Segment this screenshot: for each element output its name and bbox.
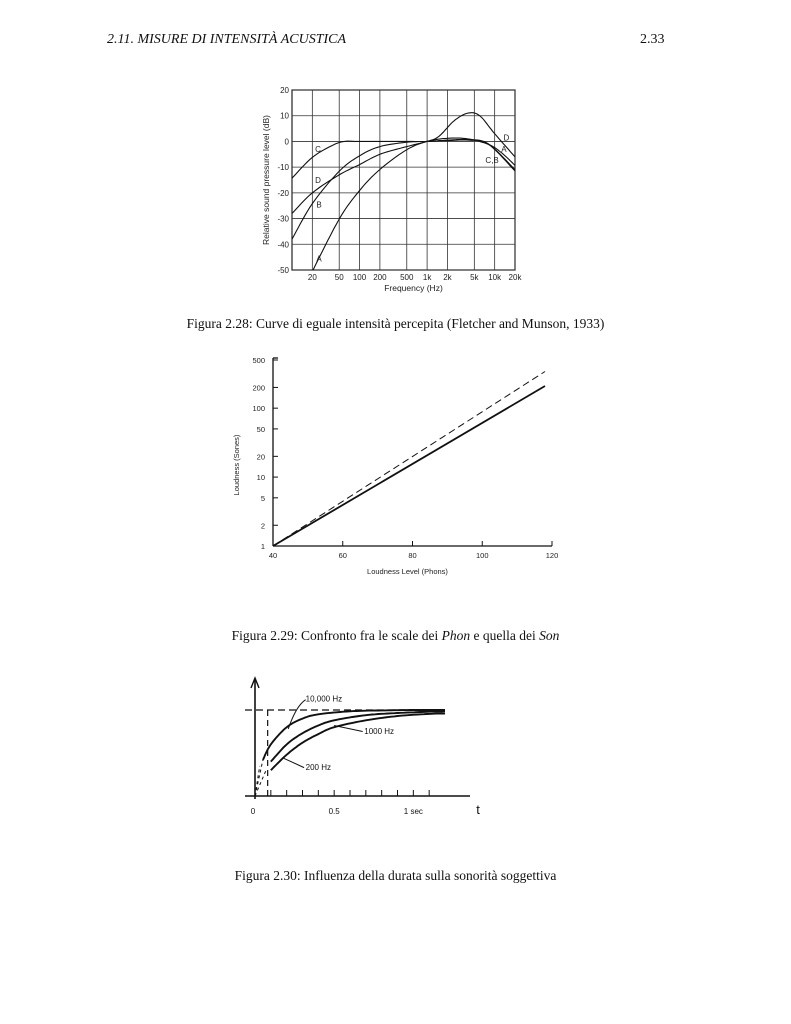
x-axis-label: Loudness Level (Phons) — [367, 567, 448, 576]
duration-loudness-chart — [235, 668, 500, 828]
y-tick-label: 200 — [252, 383, 265, 393]
caption-2-29-prefix: Figura 2.29: Confronto fra le scale dei — [231, 628, 442, 643]
annotation-label: 200 Hz — [305, 763, 332, 773]
y-tick-label: -40 — [277, 240, 289, 250]
x-tick-label: 100 — [475, 551, 489, 560]
y-tick-label: 20 — [256, 452, 265, 462]
y-tick-label: -30 — [277, 214, 289, 224]
x-tick-label: 5k — [470, 273, 479, 282]
y-tick-label: 100 — [252, 404, 265, 414]
x-tick-label: 100 — [352, 273, 367, 282]
page-number: 2.33 — [640, 32, 665, 47]
annotation-label: 10,000 Hz — [305, 694, 343, 704]
y-tick-label: 0 — [284, 137, 289, 147]
figure-2-30 — [235, 668, 500, 828]
y-tick-label: 5 — [260, 493, 265, 503]
y-axis-label: Loudness (Sones) — [232, 434, 241, 496]
x-axis-label: Frequency (Hz) — [384, 283, 443, 293]
x-tick-label: 20 — [307, 273, 317, 282]
x-tick-label: 40 — [268, 551, 278, 560]
figure-2-29 — [225, 350, 570, 585]
series-label: D — [503, 133, 510, 143]
y-tick-label: 50 — [256, 424, 265, 434]
phon-son-chart — [225, 350, 570, 585]
series-line-dashed — [273, 372, 545, 547]
series-line-D — [292, 113, 515, 214]
initial-dashed-segment — [255, 760, 263, 796]
y-axis-label: Relative sound pressure level (dB) — [261, 115, 271, 245]
caption-2-30: Figura 2.30: Influenza della durata sulla sonorità soggettiva — [234, 868, 557, 883]
equal-loudness-chart — [250, 80, 530, 300]
caption-2-28: Figura 2.28: Curve di eguale intensità percepita (Fletcher and Munson, 1933) — [186, 316, 605, 331]
series-label: D — [315, 176, 321, 185]
annotation-leader — [334, 725, 363, 731]
x-tick-label: 20k — [508, 273, 522, 282]
x-axis-label: t — [476, 802, 480, 817]
y-tick-label: 10 — [256, 473, 265, 483]
running-header-section: 2.11. MISURE DI INTENSITÀ ACUSTICA — [107, 32, 347, 47]
series-label: C,B — [485, 155, 499, 165]
y-tick-label: 2 — [260, 521, 265, 531]
series-line-B — [292, 139, 515, 239]
y-tick-label: -20 — [277, 188, 289, 198]
x-tick-label: 120 — [545, 551, 559, 560]
figure-2-28 — [250, 80, 530, 300]
x-tick-label: 500 — [400, 273, 414, 282]
x-tick-label: 50 — [334, 273, 344, 282]
x-tick-label: 80 — [408, 551, 417, 560]
caption-2-29-middle: e quella dei — [470, 628, 540, 643]
caption-2-29 — [0, 628, 791, 644]
series-line-solid — [273, 386, 545, 546]
series-label: B — [316, 200, 322, 210]
x-tick-label: 60 — [338, 551, 347, 560]
x-tick-label: 1 sec — [403, 807, 423, 816]
x-tick-label: 0.5 — [328, 807, 340, 816]
x-tick-label: 200 — [373, 273, 387, 282]
series-line-C — [292, 140, 515, 178]
annotation-leader — [284, 758, 305, 767]
caption-2-29-son: Son — [539, 628, 560, 643]
y-tick-label: 10 — [280, 111, 289, 121]
y-tick-label: 1 — [260, 542, 265, 551]
y-tick-label: -10 — [277, 163, 289, 173]
series-line-1 — [271, 711, 445, 761]
x-tick-label: 1k — [422, 273, 432, 282]
x-tick-label: 0 — [250, 807, 256, 816]
y-tick-label: 20 — [280, 86, 289, 95]
series-label: C — [315, 145, 321, 155]
y-tick-label: 500 — [252, 356, 265, 365]
annotation-label: 1000 Hz — [364, 727, 395, 737]
x-tick-label: 2k — [443, 273, 452, 282]
caption-2-29-phon: Phon — [441, 628, 471, 643]
y-tick-label: -50 — [277, 266, 289, 275]
x-tick-label: 10k — [488, 273, 502, 282]
series-label: A — [316, 254, 322, 264]
series-label: A — [501, 145, 507, 155]
